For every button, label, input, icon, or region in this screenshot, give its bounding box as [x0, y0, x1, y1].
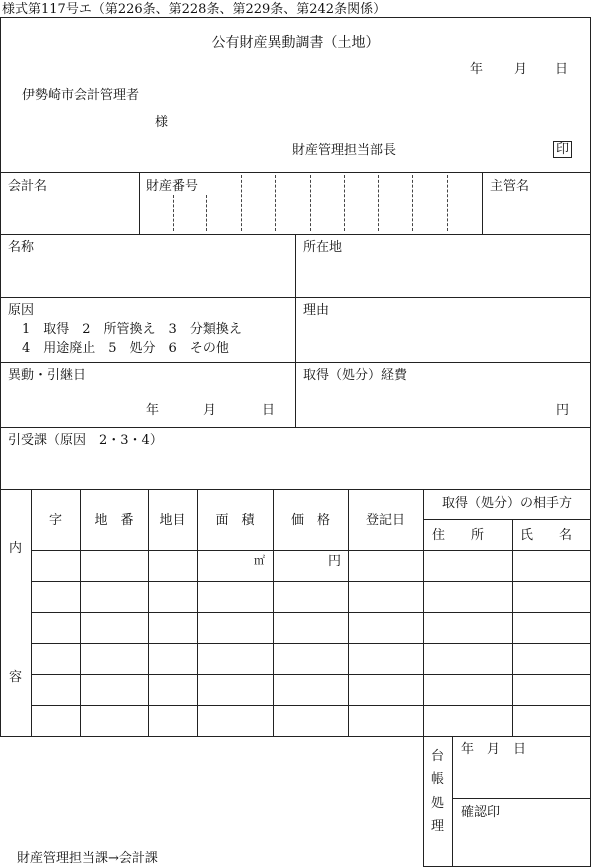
divider: [0, 362, 591, 363]
label-contents-2: 容: [9, 670, 23, 685]
divider: [452, 736, 453, 867]
number-slot-divider: [344, 175, 345, 231]
label-department: 主管名: [490, 179, 530, 194]
label-location: 所在地: [303, 240, 343, 255]
divider: [0, 427, 591, 428]
honorific: 様: [155, 115, 169, 130]
table-row-divider: [31, 612, 591, 613]
header-registration-date: 登記日: [365, 513, 405, 528]
header-aza: 字: [48, 513, 62, 528]
number-slot-divider: [275, 175, 276, 231]
form-id: 様式第117号エ（第226条、第228条、第229条、第242条関係）: [2, 2, 387, 17]
label-name: 名称: [8, 240, 35, 255]
seal-mark: 印: [553, 141, 572, 158]
ledger-label-2: 帳: [431, 772, 445, 787]
label-transfer-date: 異動・引継日: [8, 368, 87, 383]
divider: [0, 297, 591, 298]
cost-yen: 円: [556, 403, 570, 418]
header-party-name: 氏 名: [520, 528, 573, 543]
number-slot-divider: [173, 195, 174, 231]
table-row-divider: [31, 581, 591, 582]
table-row-divider: [31, 705, 591, 706]
divider: [452, 798, 591, 799]
label-reason: 理由: [303, 303, 330, 318]
date-month: 月: [514, 62, 528, 77]
label-account-name: 会計名: [8, 179, 48, 194]
divider: [423, 489, 424, 737]
ledger-label-4: 理: [431, 819, 445, 834]
label-receiving-section: 引受課（原因 2・3・4）: [8, 433, 163, 448]
cause-options-line1: 1 取得 2 所管換え 3 分類換え: [22, 322, 242, 337]
number-slot-divider: [310, 175, 311, 231]
header-price: 価 格: [290, 513, 330, 528]
transfer-day: 日: [262, 403, 276, 418]
table-row-divider: [31, 674, 591, 675]
ledger-label-1: 台: [431, 749, 445, 764]
header-area: 面 積: [215, 513, 255, 528]
header-chiban: 地 番: [94, 513, 134, 528]
label-cause: 原因: [8, 303, 35, 318]
routing-note: 財産管理担当課→会計課: [17, 851, 158, 866]
divider: [0, 489, 591, 490]
cause-options-line2: 4 用途廃止 5 処分 6 その他: [22, 341, 229, 356]
date-year: 年: [470, 62, 484, 77]
transfer-year: 年: [146, 403, 160, 418]
number-slot-divider: [206, 195, 207, 231]
divider: [295, 234, 296, 428]
label-cost: 取得（処分）経費: [303, 368, 408, 383]
header-counterparty: 取得（処分）の相手方: [441, 496, 572, 511]
number-slot-divider: [378, 175, 379, 231]
divider: [139, 172, 140, 234]
header-chimoku: 地目: [159, 513, 186, 528]
divider: [0, 172, 591, 173]
unit-area: ㎡: [254, 554, 265, 567]
divider: [423, 519, 591, 520]
label-contents-1: 内: [9, 541, 23, 556]
table-row-divider: [31, 550, 591, 551]
transfer-month: 月: [203, 403, 217, 418]
divider: [482, 172, 483, 234]
ledger-date: 年 月 日: [461, 742, 527, 757]
form-title: 公有財産異動調書（土地）: [211, 35, 380, 51]
unit-price: 円: [328, 554, 342, 569]
label-property-number: 財産番号: [146, 179, 199, 194]
number-slot-divider: [241, 175, 242, 231]
ledger-confirm-seal: 確認印: [461, 805, 501, 820]
number-slot-divider: [412, 175, 413, 231]
table-row-divider: [31, 643, 591, 644]
ledger-label-3: 処: [431, 796, 445, 811]
number-slot-divider: [447, 175, 448, 231]
department-head: 財産管理担当部長: [292, 143, 397, 158]
addressee: 伊勢崎市会計管理者: [22, 88, 140, 103]
header-address: 住 所: [432, 528, 485, 543]
date-day: 日: [555, 62, 569, 77]
